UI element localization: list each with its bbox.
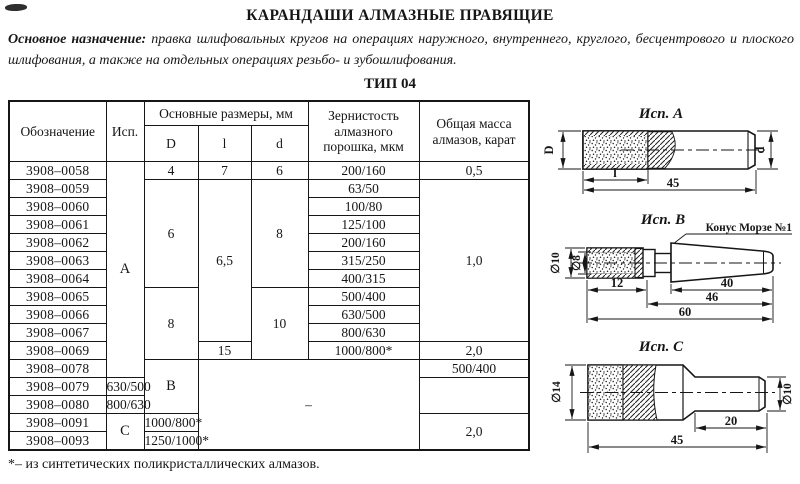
grit-cell: 63/50 (308, 180, 419, 198)
col-header-dim-d: d (251, 126, 308, 162)
drawing-version-b (535, 210, 800, 338)
drawing-b-title: Исп. В (640, 212, 686, 228)
dim-label-20: 20 (724, 414, 738, 428)
grit-cell: 1000/800* (144, 415, 203, 430)
col-header-dimensions: Основные размеры, мм (144, 101, 308, 126)
designation-cell: 3908–0079 (9, 378, 106, 396)
dim-label-shaft-dia: ∅10 (782, 383, 794, 405)
designation-cell: 3908–0093 (9, 432, 106, 451)
designation-cell: 3908–0064 (9, 270, 106, 288)
dim-cell: 6 (251, 162, 308, 180)
dim-cell: 15 (198, 342, 251, 360)
designation-cell: 3908–0091 (9, 414, 106, 432)
spec-table-body (9, 162, 529, 451)
dim-label-inner-dia: ∅8 (571, 255, 583, 271)
designation-cell: 3908–0067 (9, 324, 106, 342)
drawing-version-a (535, 100, 800, 210)
grit-cell: 800/630 (106, 397, 151, 412)
drawing-c-title: Исп. С (638, 339, 684, 355)
dim-cell: 8 (251, 180, 308, 288)
version-cell: В (144, 360, 198, 414)
dim-label-l: l (613, 166, 617, 180)
designation-cell: 3908–0063 (9, 252, 106, 270)
dim-label-46: 46 (705, 290, 719, 304)
designation-cell: 3908–0069 (9, 342, 106, 360)
spec-table-head (9, 101, 529, 162)
designation-cell: 3908–0080 (9, 396, 106, 414)
grit-cell: 800/630 (308, 324, 419, 342)
designation-cell: 3908–0059 (9, 180, 106, 198)
dim-cell: 6,5 (198, 180, 251, 342)
col-header-grit: Зернистость алмазного порошка, мкм (308, 101, 419, 162)
dim-cell: 4 (144, 162, 198, 180)
dim-cell: 10 (251, 288, 308, 360)
grit-cell: 125/100 (308, 216, 419, 234)
dim-cell: 7 (198, 162, 251, 180)
table-row (9, 162, 529, 180)
col-header-mass: Общая масса алмазов, карат (419, 101, 529, 162)
col-header-dim-l: l (198, 126, 251, 162)
designation-cell: 3908–0066 (9, 306, 106, 324)
dim-label-12: 12 (610, 276, 624, 290)
mass-cell: 2,0 (419, 342, 529, 360)
dim-cell: 8 (144, 288, 198, 360)
designation-cell: 3908–0062 (9, 234, 106, 252)
mass-cell: 1,0 (419, 180, 529, 342)
designation-cell: 3908–0061 (9, 216, 106, 234)
version-cell: С (106, 414, 144, 451)
grit-cell: 200/160 (308, 162, 419, 180)
dim-cell: 6 (144, 180, 198, 288)
designation-cell: 3908–0058 (9, 162, 106, 180)
leader-line (673, 234, 792, 244)
dim-label-D: D (542, 145, 556, 155)
purpose-text: правка шлифовальных кругов на операциях наружного, внутреннего, круглого, бесцентрового и плоского шлифования, а также на отдельных операциях резьбо- и зубошлифования. (8, 32, 794, 68)
dim-label-outer-dia: ∅14 (551, 381, 563, 403)
drawing-version-c (535, 338, 800, 484)
grit-cell: 200/160 (308, 234, 419, 252)
table-row (9, 360, 529, 378)
grit-cell: 315/250 (308, 252, 419, 270)
col-header-designation: Обозначение (9, 101, 106, 162)
dim-label-40: 40 (720, 276, 734, 290)
mass-cell: 2,0 (419, 414, 529, 451)
col-header-dim-D: D (144, 126, 198, 162)
col-header-version: Исп. (106, 101, 144, 162)
dim-cell: – (198, 360, 419, 451)
designation-cell: 3908–0078 (9, 360, 106, 378)
dim-label-45: 45 (670, 433, 684, 447)
dim-label-45: 45 (666, 176, 680, 190)
grit-cell: 400/315 (308, 270, 419, 288)
dim-label-d: d (753, 146, 767, 154)
designation-cell: 3908–0065 (9, 288, 106, 306)
grit-cell: 500/400 (419, 360, 529, 378)
page-title: КАРАНДАШИ АЛМАЗНЫЕ ПРАВЯЩИЕ (246, 7, 554, 24)
purpose-paragraph (8, 30, 794, 71)
footnote: *– из синтетических поликристаллических алмазов. (8, 457, 320, 472)
dim-label-outer-dia: ∅10 (550, 252, 562, 274)
grit-cell: 630/500 (106, 379, 151, 394)
grit-cell: 1250/1000* (144, 433, 210, 448)
grit-cell: 100/80 (308, 198, 419, 216)
table-row (9, 180, 529, 198)
dim-label-60: 60 (678, 305, 692, 319)
grit-cell: 500/400 (308, 288, 419, 306)
drawing-a-title: Исп. А (638, 106, 684, 122)
grit-cell: 630/500 (308, 306, 419, 324)
mass-cell: 0,5 (419, 162, 529, 180)
morse-cone-label: Конус Морзе №1 (705, 222, 792, 234)
designation-cell: 3908–0060 (9, 198, 106, 216)
purpose-label: Основное назначение: (8, 32, 147, 47)
version-cell: А (106, 162, 144, 378)
spec-table (8, 100, 530, 451)
grit-cell: 1000/800* (308, 342, 419, 360)
type-heading: ТИП 04 (363, 76, 417, 92)
